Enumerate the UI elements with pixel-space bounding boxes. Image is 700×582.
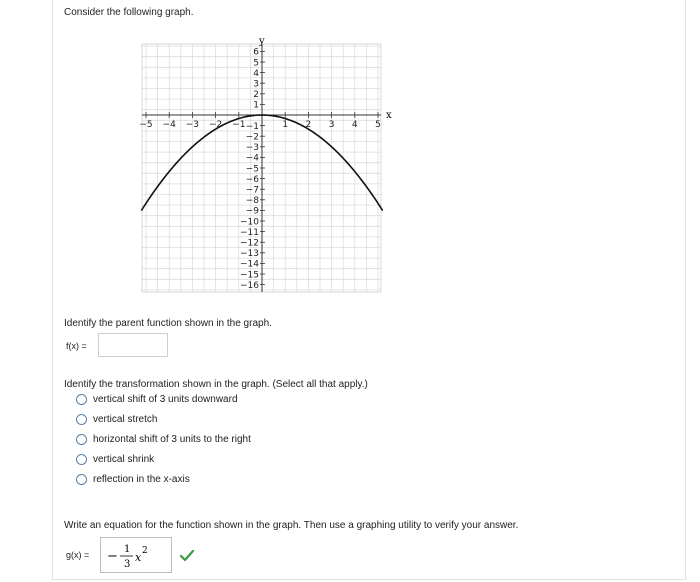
option-horizontal-shift-right[interactable]	[76, 432, 251, 446]
y-tick-label: −15	[240, 270, 259, 281]
y-tick-label: −3	[245, 143, 259, 154]
answer-variable: x	[135, 551, 142, 564]
y-tick-label: −16	[240, 280, 259, 291]
checkbox-icon[interactable]	[76, 394, 87, 405]
y-tick-label: −10	[240, 217, 259, 228]
checkbox-icon[interactable]	[76, 454, 87, 465]
y-tick-label: −6	[245, 174, 259, 185]
transformation-prompt: Identify the transformation shown in the graph. (Select all that apply.)	[64, 379, 368, 390]
y-tick-label: 6	[253, 47, 259, 58]
question-intro: Consider the following graph.	[64, 7, 194, 18]
answer-numerator: 1	[124, 544, 131, 555]
x-tick-label: −2	[208, 120, 223, 130]
option-label: vertical shrink	[93, 453, 155, 465]
x-tick-label: 5	[375, 120, 381, 130]
y-tick-label: 4	[253, 68, 259, 79]
option-label: vertical shift of 3 units downward	[93, 393, 238, 405]
x-tick-label: −3	[185, 120, 200, 130]
y-tick-label: −13	[240, 249, 259, 260]
parabola-graph	[138, 36, 392, 298]
correct-check-icon	[180, 550, 194, 562]
y-tick-label: −14	[240, 259, 259, 270]
y-tick-label: 2	[253, 90, 259, 101]
y-tick-label: −4	[245, 153, 259, 164]
y-tick-label: −2	[245, 132, 259, 143]
f-label: f(x) =	[66, 341, 87, 351]
y-tick-label: −8	[245, 196, 259, 207]
x-tick-label: −4	[162, 120, 176, 130]
equation-prompt: Write an equation for the function shown in the graph. Then use a graphing utility to verify your answer.	[64, 520, 519, 531]
x-tick-label: 3	[328, 120, 335, 130]
checkbox-icon[interactable]	[76, 474, 87, 485]
y-tick-label: 1	[253, 100, 259, 111]
y-tick-label: 5	[253, 58, 259, 69]
answer-denominator: 3	[124, 559, 131, 570]
option-label: reflection in the x-axis	[93, 473, 190, 485]
parent-function-prompt: Identify the parent function shown in the graph.	[64, 318, 272, 329]
x-tick-label: −1	[232, 120, 246, 130]
y-tick-labels	[240, 48, 265, 291]
option-vertical-shift-down[interactable]	[76, 392, 238, 406]
y-tick-label: −11	[240, 227, 259, 238]
option-label: vertical stretch	[93, 413, 158, 425]
parent-function-input[interactable]	[98, 333, 168, 357]
y-axis-label: y	[259, 36, 265, 47]
option-vertical-shrink[interactable]	[76, 452, 154, 466]
x-tick-label: 1	[282, 120, 289, 130]
x-tick-label: −5	[139, 120, 153, 130]
y-tick-label: −5	[245, 164, 259, 175]
y-tick-label: −9	[245, 206, 259, 217]
answer-expression	[107, 541, 167, 571]
x-tick-label: 4	[351, 120, 358, 130]
option-label: horizontal shift of 3 units to the right	[93, 433, 251, 445]
checkbox-icon[interactable]	[76, 414, 87, 425]
y-tick-label: −12	[240, 238, 259, 249]
checkbox-icon[interactable]	[76, 434, 87, 445]
y-tick-label: −7	[245, 185, 259, 196]
g-label: g(x) =	[66, 550, 90, 560]
answer-sign: −	[107, 549, 118, 564]
y-tick-label: −1	[245, 121, 259, 132]
x-axis-label: x	[386, 110, 392, 121]
option-vertical-stretch[interactable]	[76, 412, 157, 426]
y-tick-label: 3	[253, 79, 259, 90]
option-reflection-x-axis[interactable]	[76, 472, 190, 486]
x-tick-label: 2	[305, 120, 312, 130]
answer-exponent: 2	[142, 546, 148, 556]
